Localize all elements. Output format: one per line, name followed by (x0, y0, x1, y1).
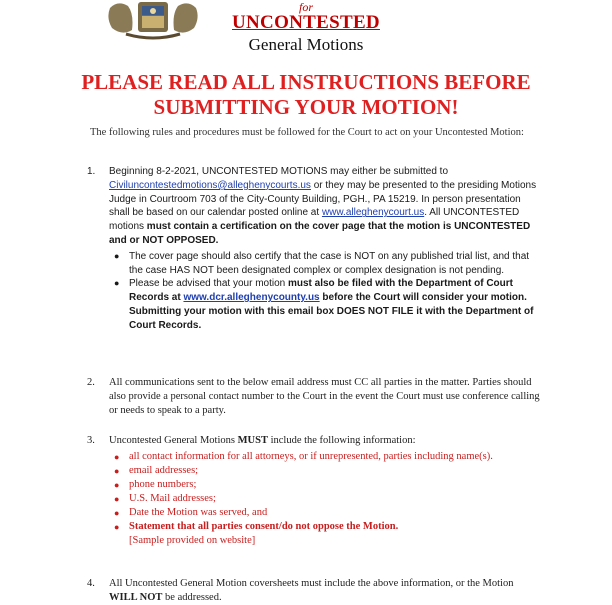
bullet-text: U.S. Mail addresses; (129, 493, 216, 504)
rule-1-text-a: Beginning 8-2-2021, UNCONTESTED MOTIONS may either be submitted to (109, 166, 449, 177)
rule-number: 3. (87, 435, 95, 446)
list-item (109, 492, 543, 506)
banner-line-2: SUBMITTING YOUR MOTION! (153, 95, 459, 119)
rule-number: 4. (87, 578, 95, 589)
rule-4-will-not: WILL NOT (109, 592, 163, 603)
bullet-icon: ● (114, 278, 120, 289)
intro-paragraph: The following rules and procedures must be followed for the Court to act on your Uncontested Motion: (90, 127, 524, 138)
header-for: for (298, 0, 313, 14)
bullet-icon: ● (114, 508, 120, 518)
rule-2-text: All communications sent to the below email address must CC all parties in the matter. Parties should also provide a personal contact number to the Court in the event the Court must use conference calling or needs to speak to a party. (109, 377, 540, 416)
bullet-icon: ● (114, 522, 120, 532)
rule-4-text-a: All Uncontested General Motion coversheets must include the above information, or the Motion (109, 578, 514, 589)
uncontested-email-link[interactable]: Civiluncontestedmotions@alleghenycourts.us (109, 179, 311, 191)
list-item (109, 520, 543, 548)
bullet-text: phone numbers; (129, 479, 197, 490)
dcr-website-link[interactable]: www.dcr.alleghenycounty.us (183, 292, 320, 304)
list-item (109, 250, 543, 278)
rule-item-2 (88, 376, 543, 418)
list-item (109, 506, 543, 520)
court-website-link[interactable]: www.alleghenycourt.us (321, 207, 425, 219)
bullet-statement: Statement that all parties consent/do not oppose the Motion. (129, 521, 399, 532)
list-item (109, 277, 543, 332)
bullet-icon: ● (114, 250, 120, 261)
bullet-text-c: before the Court will consider your motion. Submitting your motion with this email box DOES NOT FILE it with the Department of Court Records. (129, 292, 534, 331)
list-item (109, 450, 543, 464)
bullet-text: The cover page should also certify that the case is NOT on any published trial list, and that the case HAS NOT been designated complex or complex designation is not pending. (129, 250, 530, 276)
rule-3-bullets (109, 450, 543, 548)
bullet-icon: ● (114, 494, 120, 504)
rule-number: 1. (87, 166, 96, 177)
header-general-motions: General Motions (248, 35, 364, 54)
rule-3-text-a: Uncontested General Motions (109, 435, 238, 446)
bullet-text-a: Please be advised that your motion (129, 278, 288, 290)
rule-number: 2. (87, 377, 95, 388)
sample-note: [Sample provided on website] (129, 535, 256, 546)
rule-item-4 (88, 577, 543, 605)
rule-1-bullets (109, 250, 543, 333)
rule-3-must: MUST (237, 435, 268, 446)
banner-line-1: PLEASE READ ALL INSTRUCTIONS BEFORE (81, 70, 531, 94)
rule-item-1 (88, 165, 543, 333)
bullet-icon: ● (114, 480, 120, 490)
header-uncontested: UNCONTESTED (232, 12, 380, 33)
bullet-text: Date the Motion was served, and (129, 507, 268, 518)
bullet-icon: ● (114, 466, 120, 476)
instructions-banner (0, 70, 612, 120)
rule-item-3 (88, 434, 543, 548)
rule-1-certification: must contain a certification on the cover page that the motion is UNCONTESTED and or NOT OPPOSED. (109, 221, 531, 246)
list-item (109, 478, 543, 492)
rule-4-text-b: be addressed. (162, 592, 222, 603)
bullet-text: email addresses; (129, 465, 199, 476)
rule-3-text-b: include the following information: (267, 435, 416, 446)
list-item (109, 464, 543, 478)
bullet-text-b: must also be filed with the Department of Court Records at (129, 278, 513, 304)
rule-1-text-b: or they may be presented to the presiding Motions Judge in Courtroom 703 of the City-County Building, PGH., PA 15219. In person presentation shall be based on our calendar posted online at (109, 179, 537, 219)
rule-1-text-c: . All UNCONTESTED motions (109, 207, 520, 233)
bullet-icon: ● (114, 452, 120, 462)
bullet-text: all contact information for all attorneys, or if unrepresented, parties including name(s). (129, 451, 493, 462)
